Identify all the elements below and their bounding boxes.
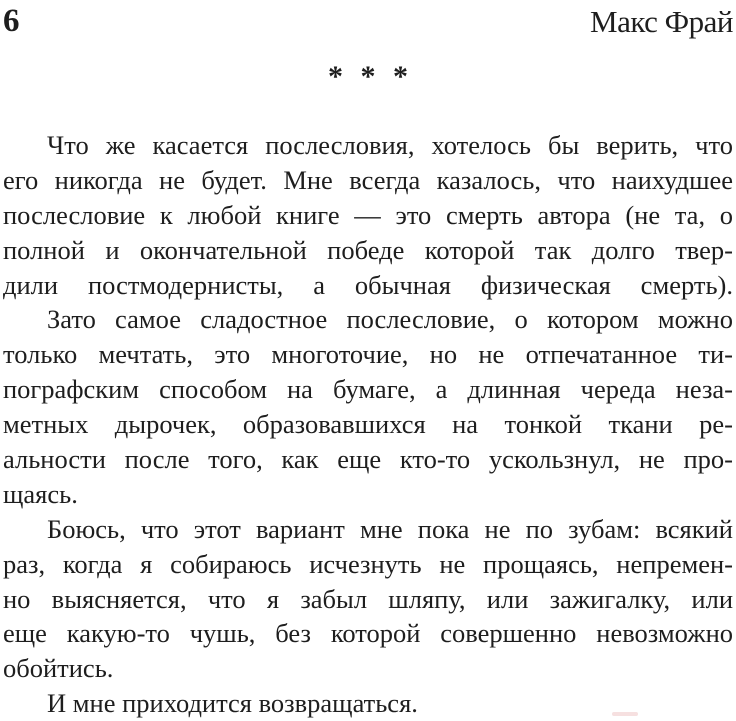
section-separator: * * * <box>328 60 408 93</box>
text-line: Что же касается послесловия, хотелось бы верить, что <box>47 130 733 160</box>
paragraph-3 <box>3 512 733 686</box>
running-head-author: Макс Фрай <box>590 4 733 39</box>
text-line: метных дырочек, образовавшихся на тонкой ткани ре- <box>3 409 733 440</box>
text-line: дили постмодернисты, а обычная физическая смерть). <box>3 269 733 300</box>
text-line: обойтись. <box>3 653 114 684</box>
page-number: 6 <box>3 3 20 39</box>
text-line: И мне приходится возвращаться. <box>47 688 418 719</box>
text-line: раз, когда я собираюсь исчезнуть не прощаясь, непремен- <box>3 548 733 579</box>
scan-smudge <box>612 712 638 716</box>
text-line: Боюсь, что этот вариант мне пока не по зубам: всякий <box>47 513 733 544</box>
body-text <box>3 128 733 721</box>
paragraph-1 <box>3 128 733 302</box>
text-line: Зато самое сладостное послесловие, о котором можно <box>47 304 733 335</box>
text-line: полной и окончательной победе которой так долго твер- <box>3 234 733 265</box>
text-line: еще какую-то чушь, без которой совершенно невозможно <box>3 618 733 649</box>
paragraph-2 <box>3 302 733 511</box>
text-line: только мечтать, это многоточие, но не отпечатанное ти- <box>3 339 733 370</box>
text-line: альности после того, как еще кто-то ускользнул, не про- <box>3 444 733 475</box>
text-line: пографским способом на бумаге, а длинная череда неза- <box>3 374 733 405</box>
text-line: его никогда не будет. Мне всегда казалось, что наихудшее <box>3 164 733 195</box>
text-line: послесловие к любой книге — это смерть автора (не та, о <box>3 199 733 230</box>
running-head <box>0 0 736 44</box>
text-line: но выясняется, что я забыл шляпу, или зажигалку, или <box>3 583 733 614</box>
text-line: щаясь. <box>3 478 78 509</box>
